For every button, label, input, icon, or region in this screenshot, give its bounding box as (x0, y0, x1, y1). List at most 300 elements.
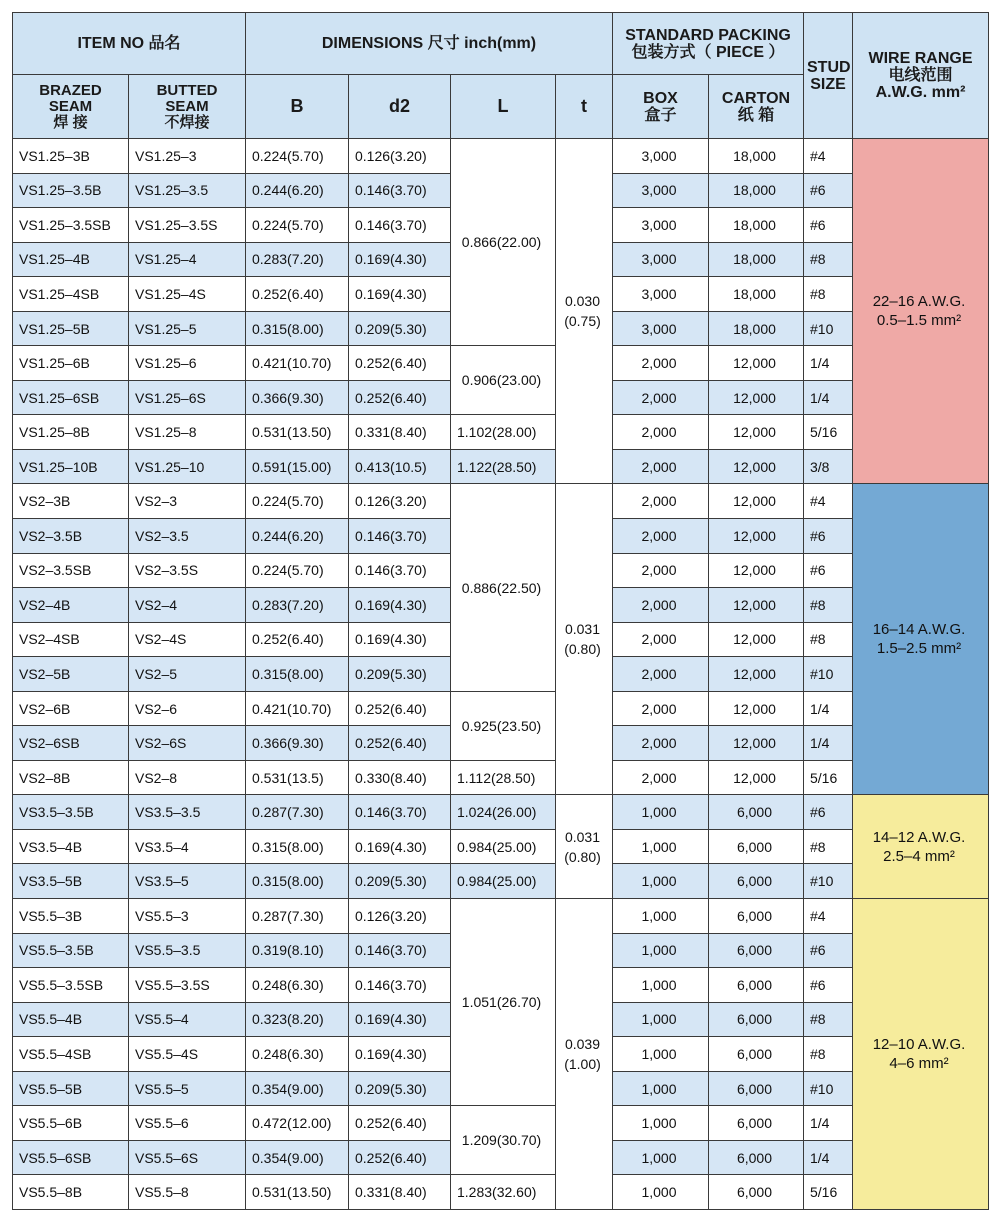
cell-stud: #6 (804, 208, 853, 243)
cell-brazed: VS1.25–6SB (13, 380, 129, 415)
header-carton-en: CARTON (721, 89, 791, 107)
cell-butted: VS5.5–6 (129, 1106, 246, 1141)
cell-l: 0.866(22.00) (451, 139, 556, 346)
cell-d2: 0.209(5.30) (349, 1071, 451, 1106)
cell-box: 1,000 (613, 829, 709, 864)
cell-stud: #6 (804, 553, 853, 588)
cell-stud: #8 (804, 1002, 853, 1037)
cell-brazed: VS1.25–3B (13, 139, 129, 174)
header-col-t-label: t (581, 96, 587, 116)
cell-brazed: VS5.5–3.5B (13, 933, 129, 968)
cell-box: 2,000 (613, 622, 709, 657)
cell-l: 1.112(28.50) (451, 760, 556, 795)
table-row (13, 829, 989, 864)
header-stud-line2: SIZE (810, 75, 846, 93)
cell-l: 1.209(30.70) (451, 1106, 556, 1175)
cell-d2: 0.146(3.70) (349, 795, 451, 830)
cell-b: 0.323(8.20) (246, 1002, 349, 1037)
cell-d2: 0.169(4.30) (349, 622, 451, 657)
cell-t-line2: (1.00) (564, 1055, 601, 1072)
cell-stud: 1/4 (804, 380, 853, 415)
cell-box: 3,000 (613, 139, 709, 174)
cell-stud: #4 (804, 139, 853, 174)
cell-t (556, 899, 613, 1210)
cell-b: 0.472(12.00) (246, 1106, 349, 1141)
cell-box: 2,000 (613, 346, 709, 381)
cell-d2: 0.252(6.40) (349, 1106, 451, 1141)
cell-b: 0.421(10.70) (246, 691, 349, 726)
cell-t-line2: (0.80) (564, 848, 601, 865)
wire-range-mm: 1.5–2.5 mm² (876, 640, 962, 658)
cell-l: 1.283(32.60) (451, 1175, 556, 1210)
cell-t (556, 795, 613, 899)
cell-d2: 0.169(4.30) (349, 1002, 451, 1037)
cell-d2: 0.169(4.30) (349, 1037, 451, 1072)
header-brazed-en2: SEAM (48, 97, 93, 115)
cell-butted: VS1.25–3 (129, 139, 246, 174)
cell-l: 0.925(23.50) (451, 691, 556, 760)
wire-range-awg: 12–10 A.W.G. (872, 1035, 966, 1053)
cell-carton: 12,000 (709, 726, 804, 761)
cell-b: 0.354(9.00) (246, 1140, 349, 1175)
cell-brazed: VS5.5–3.5SB (13, 968, 129, 1003)
cell-carton: 12,000 (709, 622, 804, 657)
header-item-no-label: ITEM NO 品名 (77, 35, 181, 52)
cell-butted: VS5.5–3.5 (129, 933, 246, 968)
cell-carton: 12,000 (709, 519, 804, 554)
cell-box: 3,000 (613, 208, 709, 243)
cell-d2: 0.146(3.70) (349, 173, 451, 208)
cell-stud: #8 (804, 829, 853, 864)
cell-t-line1: 0.031 (564, 621, 601, 638)
cell-butted: VS1.25–10 (129, 449, 246, 484)
cell-box: 1,000 (613, 795, 709, 830)
cell-stud: #6 (804, 933, 853, 968)
cell-stud: 1/4 (804, 726, 853, 761)
cell-carton: 18,000 (709, 242, 804, 277)
header-dimensions (246, 13, 613, 75)
cell-stud: 5/16 (804, 1175, 853, 1210)
cell-b: 0.315(8.00) (246, 829, 349, 864)
cell-b: 0.248(6.30) (246, 1037, 349, 1072)
cell-carton: 6,000 (709, 1037, 804, 1072)
cell-box: 1,000 (613, 1037, 709, 1072)
cell-stud: #6 (804, 173, 853, 208)
cell-butted: VS1.25–6S (129, 380, 246, 415)
cell-box: 1,000 (613, 864, 709, 899)
cell-butted: VS1.25–4S (129, 277, 246, 312)
cell-carton: 12,000 (709, 553, 804, 588)
cell-b: 0.287(7.30) (246, 795, 349, 830)
cell-brazed: VS2–3.5SB (13, 553, 129, 588)
cell-b: 0.224(5.70) (246, 208, 349, 243)
cell-stud: 5/16 (804, 415, 853, 450)
product-spec-table (12, 12, 989, 1210)
cell-d2: 0.413(10.5) (349, 449, 451, 484)
cell-brazed: VS3.5–4B (13, 829, 129, 864)
cell-box: 2,000 (613, 519, 709, 554)
cell-brazed: VS2–8B (13, 760, 129, 795)
cell-carton: 6,000 (709, 829, 804, 864)
cell-stud: #10 (804, 1071, 853, 1106)
cell-butted: VS5.5–6S (129, 1140, 246, 1175)
cell-brazed: VS2–6B (13, 691, 129, 726)
cell-brazed: VS5.5–3B (13, 899, 129, 934)
cell-butted: VS2–3.5S (129, 553, 246, 588)
cell-butted: VS1.25–3.5S (129, 208, 246, 243)
cell-d2: 0.252(6.40) (349, 1140, 451, 1175)
cell-carton: 12,000 (709, 449, 804, 484)
cell-b: 0.283(7.20) (246, 242, 349, 277)
header-wire-cn: 电线范围 (888, 67, 953, 84)
header-col-b (246, 75, 349, 139)
cell-t (556, 139, 613, 484)
header-packing-cn: 包装方式（ PIECE ） (631, 43, 785, 61)
cell-d2: 0.146(3.70) (349, 519, 451, 554)
cell-l: 1.122(28.50) (451, 449, 556, 484)
header-box-en: BOX (643, 89, 678, 107)
cell-brazed: VS2–3.5B (13, 519, 129, 554)
cell-b: 0.315(8.00) (246, 657, 349, 692)
cell-stud: #6 (804, 519, 853, 554)
cell-stud: #6 (804, 968, 853, 1003)
cell-box: 3,000 (613, 311, 709, 346)
cell-carton: 18,000 (709, 173, 804, 208)
cell-butted: VS3.5–4 (129, 829, 246, 864)
cell-carton: 6,000 (709, 1071, 804, 1106)
cell-brazed: VS1.25–5B (13, 311, 129, 346)
cell-stud: #8 (804, 622, 853, 657)
cell-butted: VS5.5–4S (129, 1037, 246, 1072)
header-col-b-label: B (290, 96, 304, 116)
cell-box: 3,000 (613, 277, 709, 312)
table-row (13, 864, 989, 899)
header-butted-en1: BUTTED (156, 81, 218, 99)
cell-carton: 6,000 (709, 795, 804, 830)
cell-carton: 6,000 (709, 899, 804, 934)
table-row (13, 484, 989, 519)
cell-butted: VS5.5–8 (129, 1175, 246, 1210)
header-carton (709, 75, 804, 139)
cell-b: 0.531(13.50) (246, 415, 349, 450)
cell-carton: 12,000 (709, 415, 804, 450)
cell-butted: VS2–5 (129, 657, 246, 692)
cell-stud: #10 (804, 657, 853, 692)
cell-t-line1: 0.039 (564, 1035, 601, 1052)
cell-b: 0.287(7.30) (246, 899, 349, 934)
cell-butted: VS2–4 (129, 588, 246, 623)
cell-carton: 6,000 (709, 864, 804, 899)
cell-d2: 0.330(8.40) (349, 760, 451, 795)
cell-box: 1,000 (613, 1175, 709, 1210)
header-butted-en2: SEAM (165, 97, 209, 115)
cell-carton: 6,000 (709, 1002, 804, 1037)
header-brazed-cn: 焊 接 (53, 113, 88, 131)
cell-d2: 0.126(3.20) (349, 139, 451, 174)
cell-carton: 12,000 (709, 691, 804, 726)
table-row (13, 795, 989, 830)
cell-butted: VS5.5–3 (129, 899, 246, 934)
cell-box: 1,000 (613, 933, 709, 968)
cell-butted: VS5.5–5 (129, 1071, 246, 1106)
cell-brazed: VS2–4B (13, 588, 129, 623)
cell-l: 1.051(26.70) (451, 899, 556, 1106)
cell-butted: VS1.25–5 (129, 311, 246, 346)
cell-stud: 1/4 (804, 346, 853, 381)
header-col-d2 (349, 75, 451, 139)
cell-carton: 12,000 (709, 588, 804, 623)
table-row (13, 139, 989, 174)
cell-brazed: VS2–5B (13, 657, 129, 692)
header-brazed-en1: BRAZED (39, 81, 102, 99)
cell-b: 0.315(8.00) (246, 311, 349, 346)
cell-d2: 0.126(3.20) (349, 484, 451, 519)
cell-brazed: VS1.25–8B (13, 415, 129, 450)
cell-carton: 12,000 (709, 346, 804, 381)
cell-stud: 1/4 (804, 1140, 853, 1175)
cell-brazed: VS3.5–5B (13, 864, 129, 899)
cell-brazed: VS1.25–3.5B (13, 173, 129, 208)
cell-b: 0.591(15.00) (246, 449, 349, 484)
table-row (13, 449, 989, 484)
cell-b: 0.531(13.50) (246, 1175, 349, 1210)
cell-d2: 0.252(6.40) (349, 346, 451, 381)
cell-carton: 6,000 (709, 1175, 804, 1210)
cell-b: 0.252(6.40) (246, 277, 349, 312)
header-col-d2-label: d2 (388, 96, 410, 116)
cell-d2: 0.169(4.30) (349, 277, 451, 312)
cell-box: 3,000 (613, 242, 709, 277)
cell-brazed: VS5.5–5B (13, 1071, 129, 1106)
cell-b: 0.531(13.5) (246, 760, 349, 795)
cell-b: 0.244(6.20) (246, 173, 349, 208)
cell-d2: 0.126(3.20) (349, 899, 451, 934)
table-row (13, 760, 989, 795)
cell-butted: VS2–6S (129, 726, 246, 761)
cell-brazed: VS1.25–4B (13, 242, 129, 277)
cell-carton: 6,000 (709, 933, 804, 968)
cell-stud: #10 (804, 311, 853, 346)
cell-brazed: VS5.5–8B (13, 1175, 129, 1210)
header-col-t (556, 75, 613, 139)
cell-l: 0.984(25.00) (451, 829, 556, 864)
cell-butted: VS1.25–4 (129, 242, 246, 277)
cell-brazed: VS5.5–4SB (13, 1037, 129, 1072)
table-row (13, 346, 989, 381)
cell-b: 0.224(5.70) (246, 484, 349, 519)
cell-b: 0.224(5.70) (246, 139, 349, 174)
cell-stud: 1/4 (804, 1106, 853, 1141)
cell-b: 0.319(8.10) (246, 933, 349, 968)
cell-box: 1,000 (613, 1002, 709, 1037)
cell-butted: VS1.25–6 (129, 346, 246, 381)
cell-butted: VS2–4S (129, 622, 246, 657)
cell-box: 2,000 (613, 380, 709, 415)
table-row (13, 415, 989, 450)
cell-b: 0.224(5.70) (246, 553, 349, 588)
cell-carton: 18,000 (709, 139, 804, 174)
cell-d2: 0.331(8.40) (349, 415, 451, 450)
cell-stud: #4 (804, 899, 853, 934)
cell-box: 2,000 (613, 691, 709, 726)
cell-d2: 0.146(3.70) (349, 933, 451, 968)
cell-brazed: VS1.25–3.5SB (13, 208, 129, 243)
cell-d2: 0.146(3.70) (349, 553, 451, 588)
cell-box: 1,000 (613, 968, 709, 1003)
cell-t-line2: (0.75) (564, 313, 601, 330)
header-butted-seam (129, 75, 246, 139)
cell-brazed: VS1.25–6B (13, 346, 129, 381)
cell-box: 2,000 (613, 484, 709, 519)
cell-butted: VS2–3.5 (129, 519, 246, 554)
cell-carton: 12,000 (709, 657, 804, 692)
cell-l: 1.102(28.00) (451, 415, 556, 450)
cell-stud: #8 (804, 588, 853, 623)
cell-stud: 1/4 (804, 691, 853, 726)
cell-d2: 0.169(4.30) (349, 242, 451, 277)
cell-box: 1,000 (613, 1071, 709, 1106)
cell-t-line1: 0.030 (564, 293, 601, 310)
cell-d2: 0.209(5.30) (349, 311, 451, 346)
cell-box: 2,000 (613, 760, 709, 795)
cell-b: 0.366(9.30) (246, 726, 349, 761)
table-row (13, 899, 989, 934)
cell-butted: VS2–3 (129, 484, 246, 519)
cell-b: 0.421(10.70) (246, 346, 349, 381)
cell-box: 2,000 (613, 657, 709, 692)
cell-brazed: VS3.5–3.5B (13, 795, 129, 830)
cell-butted: VS2–8 (129, 760, 246, 795)
cell-butted: VS5.5–3.5S (129, 968, 246, 1003)
cell-stud: #4 (804, 484, 853, 519)
cell-carton: 18,000 (709, 311, 804, 346)
cell-l: 0.886(22.50) (451, 484, 556, 691)
cell-b: 0.244(6.20) (246, 519, 349, 554)
cell-box: 3,000 (613, 173, 709, 208)
header-brazed-seam (13, 75, 129, 139)
header-box (613, 75, 709, 139)
cell-d2: 0.252(6.40) (349, 726, 451, 761)
table-row (13, 691, 989, 726)
cell-box: 1,000 (613, 899, 709, 934)
wire-range-mm: 0.5–1.5 mm² (876, 312, 962, 330)
header-col-l-label: L (497, 96, 509, 116)
cell-b: 0.354(9.00) (246, 1071, 349, 1106)
header-dimensions-label: DIMENSIONS 尺寸 inch(mm) (321, 35, 537, 52)
header-stud-line1: STUD (807, 58, 851, 76)
cell-box: 2,000 (613, 449, 709, 484)
wire-range-awg: 14–12 A.W.G. (872, 828, 966, 846)
table-row (13, 1106, 989, 1141)
cell-d2: 0.331(8.40) (349, 1175, 451, 1210)
header-wire-unit: A.W.G. mm² (875, 84, 966, 101)
cell-carton: 18,000 (709, 277, 804, 312)
cell-carton: 6,000 (709, 1106, 804, 1141)
cell-carton: 6,000 (709, 1140, 804, 1175)
cell-b: 0.283(7.20) (246, 588, 349, 623)
cell-brazed: VS5.5–4B (13, 1002, 129, 1037)
cell-d2: 0.169(4.30) (349, 829, 451, 864)
header-col-l (451, 75, 556, 139)
cell-box: 2,000 (613, 588, 709, 623)
cell-stud: 3/8 (804, 449, 853, 484)
cell-box: 2,000 (613, 415, 709, 450)
header-wire-en: WIRE RANGE (868, 50, 973, 67)
cell-l: 0.906(23.00) (451, 346, 556, 415)
cell-stud: #8 (804, 277, 853, 312)
header-packing-en: STANDARD PACKING (625, 26, 791, 44)
cell-carton: 18,000 (709, 208, 804, 243)
cell-d2: 0.209(5.30) (349, 864, 451, 899)
cell-t-line1: 0.031 (564, 828, 601, 845)
cell-d2: 0.146(3.70) (349, 968, 451, 1003)
header-butted-cn: 不焊接 (164, 113, 210, 131)
table-row (13, 1175, 989, 1210)
cell-t (556, 484, 613, 795)
cell-t-line2: (0.80) (564, 641, 601, 658)
cell-carton: 6,000 (709, 968, 804, 1003)
cell-b: 0.252(6.40) (246, 622, 349, 657)
cell-butted: VS1.25–3.5 (129, 173, 246, 208)
cell-stud: #8 (804, 242, 853, 277)
wire-range-awg: 16–14 A.W.G. (872, 621, 966, 639)
wire-range-mm: 2.5–4 mm² (883, 847, 955, 865)
table-body (13, 139, 989, 1210)
cell-butted: VS2–6 (129, 691, 246, 726)
cell-brazed: VS5.5–6SB (13, 1140, 129, 1175)
cell-l: 1.024(26.00) (451, 795, 556, 830)
cell-stud: #6 (804, 795, 853, 830)
cell-brazed: VS2–4SB (13, 622, 129, 657)
cell-carton: 12,000 (709, 484, 804, 519)
cell-box: 1,000 (613, 1140, 709, 1175)
header-item-no (13, 13, 246, 75)
cell-stud: #10 (804, 864, 853, 899)
cell-carton: 12,000 (709, 760, 804, 795)
cell-stud: #8 (804, 1037, 853, 1072)
cell-d2: 0.146(3.70) (349, 208, 451, 243)
cell-brazed: VS1.25–10B (13, 449, 129, 484)
cell-brazed: VS2–3B (13, 484, 129, 519)
cell-b: 0.248(6.30) (246, 968, 349, 1003)
cell-butted: VS3.5–5 (129, 864, 246, 899)
cell-l: 0.984(25.00) (451, 864, 556, 899)
cell-brazed: VS1.25–4SB (13, 277, 129, 312)
header-box-cn: 盒子 (644, 106, 677, 124)
cell-brazed: VS2–6SB (13, 726, 129, 761)
wire-range-awg: 22–16 A.W.G. (872, 293, 966, 311)
header-standard-packing (613, 13, 804, 75)
cell-box: 2,000 (613, 726, 709, 761)
cell-box: 2,000 (613, 553, 709, 588)
cell-d2: 0.252(6.40) (349, 380, 451, 415)
cell-b: 0.315(8.00) (246, 864, 349, 899)
cell-stud: 5/16 (804, 760, 853, 795)
header-stud-size (804, 13, 853, 139)
cell-wire-range (853, 139, 989, 484)
header-carton-cn: 纸 箱 (737, 106, 775, 124)
cell-butted: VS1.25–8 (129, 415, 246, 450)
header-wire-range (853, 13, 989, 139)
cell-carton: 12,000 (709, 380, 804, 415)
cell-butted: VS5.5–4 (129, 1002, 246, 1037)
cell-d2: 0.169(4.30) (349, 588, 451, 623)
cell-wire-range (853, 795, 989, 899)
cell-butted: VS3.5–3.5 (129, 795, 246, 830)
cell-wire-range (853, 484, 989, 795)
cell-b: 0.366(9.30) (246, 380, 349, 415)
cell-d2: 0.252(6.40) (349, 691, 451, 726)
